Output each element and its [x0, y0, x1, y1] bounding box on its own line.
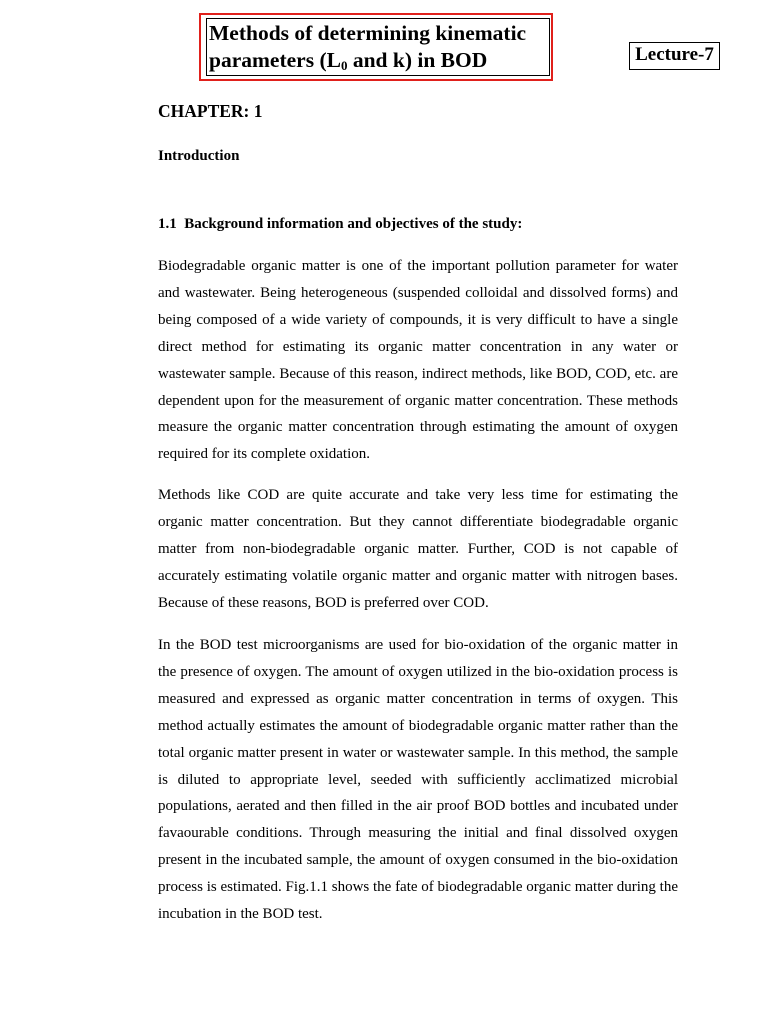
document-title — [206, 18, 550, 76]
introduction-heading: Introduction — [158, 148, 240, 164]
paragraph-2: Methods like COD are quite accurate and take very less time for estimating the organic matter concentration. But they cannot differentiate biodegradable organic matter from non-biodegradable organic matter. Further, COD is not capable of accurately estimating volatile organic matter and organic matter with nitrogen bases. Because of these reasons, BOD is preferred over COD. — [158, 487, 678, 611]
chapter-heading: CHAPTER: 1 — [158, 101, 263, 121]
title-line-2 — [209, 47, 549, 74]
section-title: Background information and objectives of the study: — [184, 216, 523, 232]
paragraph-3: In the BOD test microorganisms are used for bio-oxidation of the organic matter in the presence of oxygen. The amount of oxygen utilized in the bio-oxidation process is measured and expressed as organic matter concentration in terms of oxygen. This method actually estimates the amount of biodegradable organic matter rather than the total organic matter present in water or wastewater sample. In this method, the sample is diluted to appropriate level, seeded with sufficiently acclimatized microbial populations, aerated and then filled in the air proof BOD bottles and incubated under favaourable conditions. Through measuring the initial and final dissolved oxygen present in the incubated sample, the amount of oxygen consumed in the bio-oxidation process is estimated. Fig.1.1 shows the fate of biodegradable organic matter during the incubation in the BOD test. — [158, 637, 679, 923]
title-subscript: 0 — [340, 58, 348, 73]
paragraph-1: Biodegradable organic matter is one of the important pollution parameter for water and wastewater. Being heterogeneous (suspended colloidal and dissolved forms) and being composed of a wide variety of compounds, it is very difficult to have a single direct method for estimating its organic matter concentration in any water or wastewater sample. Because of this reason, indirect methods, like BOD, COD, etc. are dependent upon for the measurement of organic matter concentration. These methods measure the organic matter concentration through estimating the amount of oxygen required for its complete oxidation. — [158, 258, 678, 463]
section-heading — [158, 214, 522, 234]
section-number: 1.1 — [158, 216, 177, 232]
lecture-label: Lecture-7 — [629, 42, 720, 70]
title-line-2-prefix: parameters (L — [209, 48, 341, 72]
title-line-2-suffix: and k) in BOD — [347, 48, 488, 72]
title-line-1: Methods of determining kinematic — [209, 21, 527, 45]
